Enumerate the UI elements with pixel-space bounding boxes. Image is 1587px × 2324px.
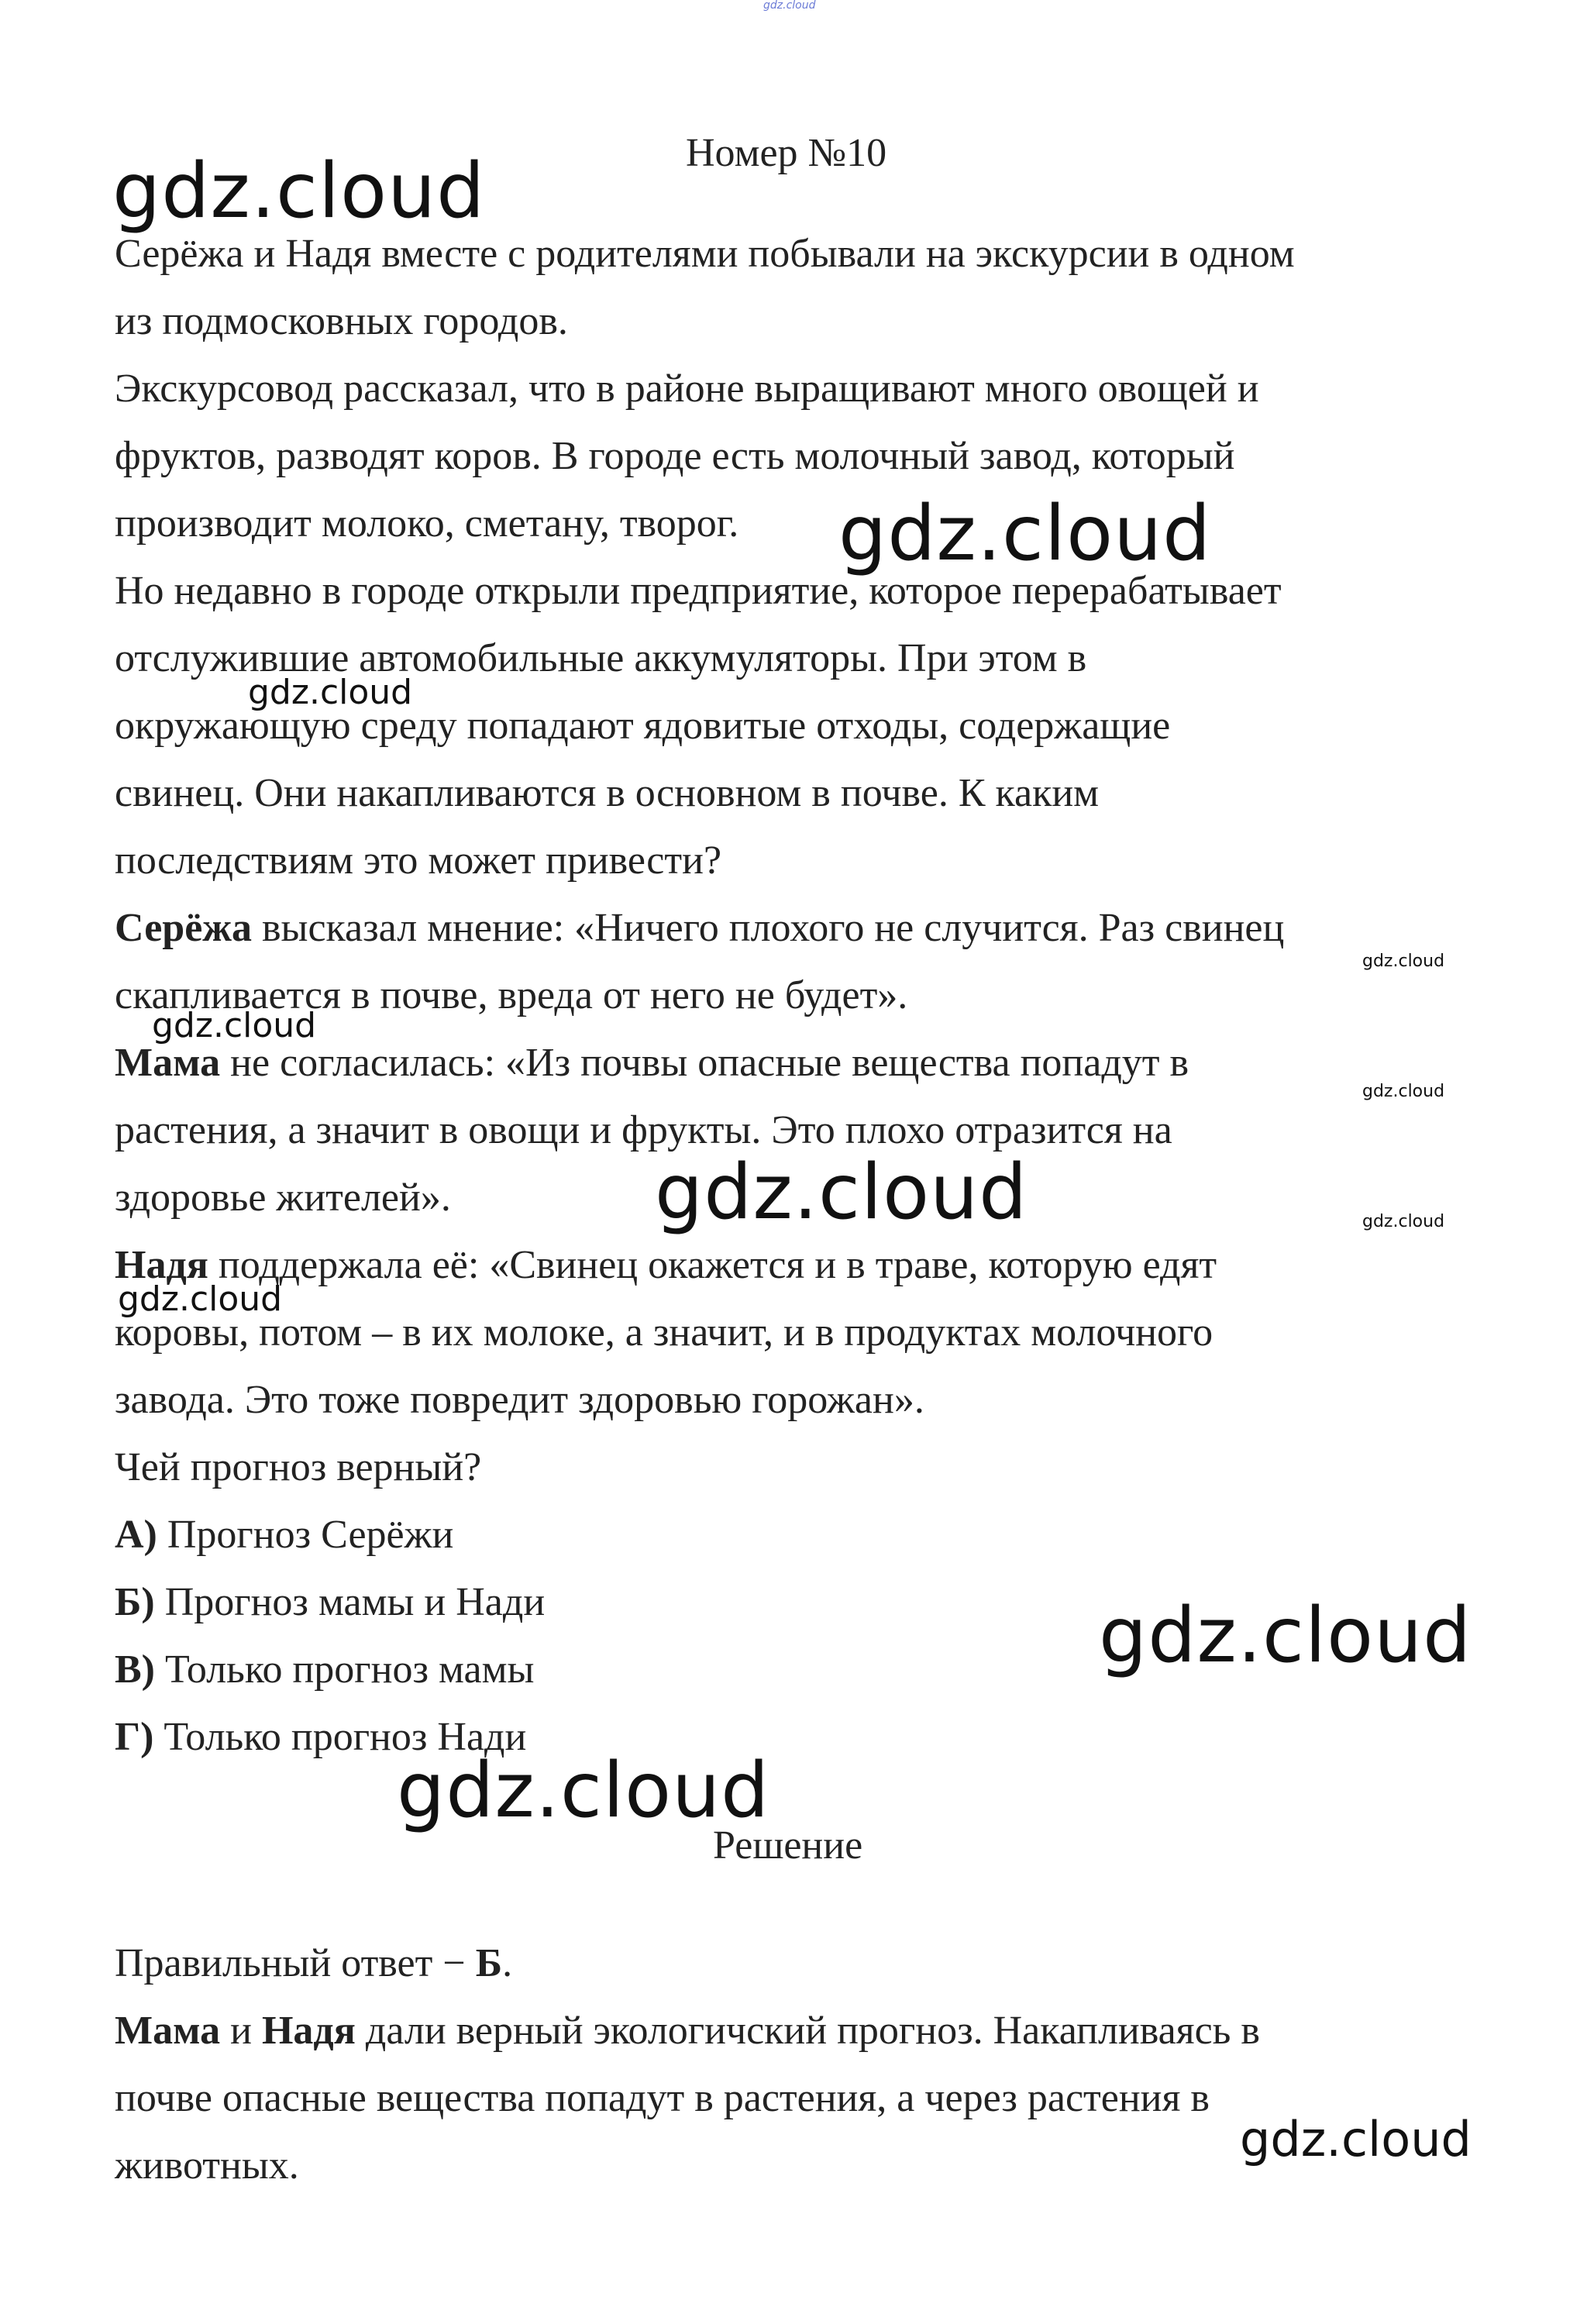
answer-option: [115, 1579, 545, 1626]
watermark-logo: gdz.cloud: [248, 673, 413, 712]
solution-heading: Решение: [713, 1823, 863, 1868]
answer-option: [115, 1512, 453, 1558]
watermark-logo: gdz.cloud: [1362, 1212, 1445, 1231]
watermark-logo: gdz.cloud: [1362, 1082, 1445, 1101]
opinion-text: не согласилась: «Из почвы опасные вещества попадут в: [220, 1041, 1189, 1085]
watermark-logo: gdz.cloud: [655, 1148, 1028, 1237]
speaker-name: Серёжа: [115, 906, 252, 950]
paragraph-line: почве опасные вещества попадут в растения, а через растения в: [115, 2076, 1210, 2120]
speaker-name: Надя: [261, 2009, 356, 2053]
answer-prefix: Правильный ответ −: [115, 1941, 476, 1985]
paragraph-line: отслужившие автомобильные аккумуляторы. При этом в: [115, 636, 1087, 680]
option-text: Прогноз мамы и Нади: [154, 1580, 546, 1624]
paragraph-line: Экскурсовод рассказал, что в районе выращивают много овощей и: [115, 367, 1259, 411]
option-letter: Б): [115, 1580, 155, 1624]
paragraph-line: из подмосковных городов.: [115, 299, 568, 343]
opinion-text: высказал мнение: «Ничего плохого не случится. Раз свинец: [251, 906, 1285, 950]
answer-suffix: .: [502, 1941, 513, 1985]
mama-opinion: [115, 1040, 1189, 1086]
paragraph-line: фруктов, разводят коров. В городе есть молочный завод, который: [115, 434, 1235, 478]
conjunction: и: [220, 2009, 262, 2053]
option-text: Прогноз Серёжи: [157, 1513, 454, 1557]
paragraph-line: завода. Это тоже повредит здоровью горожан».: [115, 1378, 924, 1422]
question: Чей прогноз верный?: [115, 1445, 482, 1489]
watermark-logo: gdz.cloud: [1362, 952, 1445, 971]
paragraph-line: Серёжа и Надя вместе с родителями побывали на экскурсии в одном: [115, 232, 1295, 276]
option-text: Только прогноз мамы: [155, 1647, 535, 1692]
watermark-top: gdz.cloud: [763, 0, 816, 12]
serezha-opinion: [115, 905, 1284, 952]
watermark-logo: gdz.cloud: [838, 490, 1212, 578]
watermark-logo: gdz.cloud: [112, 147, 486, 236]
opinion-text: поддержала её: «Свинец окажется и в траве, которую едят: [208, 1243, 1217, 1287]
paragraph-line: окружающую среду попадают ядовитые отходы, содержащие: [115, 704, 1171, 748]
watermark-logo: gdz.cloud: [118, 1279, 283, 1319]
paragraph-line: растения, а значит в овощи и фрукты. Это плохо отразится на: [115, 1108, 1172, 1152]
correct-answer: [115, 1940, 512, 1987]
watermark-logo: gdz.cloud: [1240, 2111, 1472, 2167]
option-text: Только прогноз Нади: [153, 1715, 527, 1759]
page-title: Номер №10: [686, 131, 887, 175]
speaker-name: Мама: [115, 2009, 221, 2053]
watermark-logo: gdz.cloud: [1099, 1592, 1472, 1680]
watermark-logo: gdz.cloud: [397, 1747, 770, 1835]
paragraph-line: скапливается в почве, вреда от него не будет».: [115, 973, 908, 1017]
option-letter: Г): [115, 1715, 154, 1759]
paragraph-line: свинец. Они накапливаются в основном в почве. К каким: [115, 771, 1100, 815]
paragraph-line: последствиям это может привести?: [115, 838, 722, 883]
option-letter: А): [115, 1513, 157, 1557]
speaker-name: Мама: [115, 1041, 221, 1085]
paragraph-line: здоровье жителей».: [115, 1176, 451, 1220]
answer-option: [115, 1647, 534, 1693]
paragraph-line: животных.: [115, 2143, 299, 2188]
watermark-logo: gdz.cloud: [152, 1006, 317, 1045]
speaker-name: Надя: [115, 1243, 208, 1287]
paragraph-line: производит молоко, сметану, творог.: [115, 501, 739, 546]
explanation-text: дали верный экологичский прогноз. Накапливаясь в: [355, 2009, 1260, 2053]
answer-value: Б: [475, 1941, 503, 1985]
paragraph-line: коровы, потом – в их молоке, а значит, и в продуктах молочного: [115, 1310, 1213, 1355]
paragraph-line: Но недавно в городе открыли предприятие, которое перерабатывает: [115, 569, 1282, 613]
option-letter: В): [115, 1647, 155, 1692]
explanation: [115, 2008, 1260, 2054]
